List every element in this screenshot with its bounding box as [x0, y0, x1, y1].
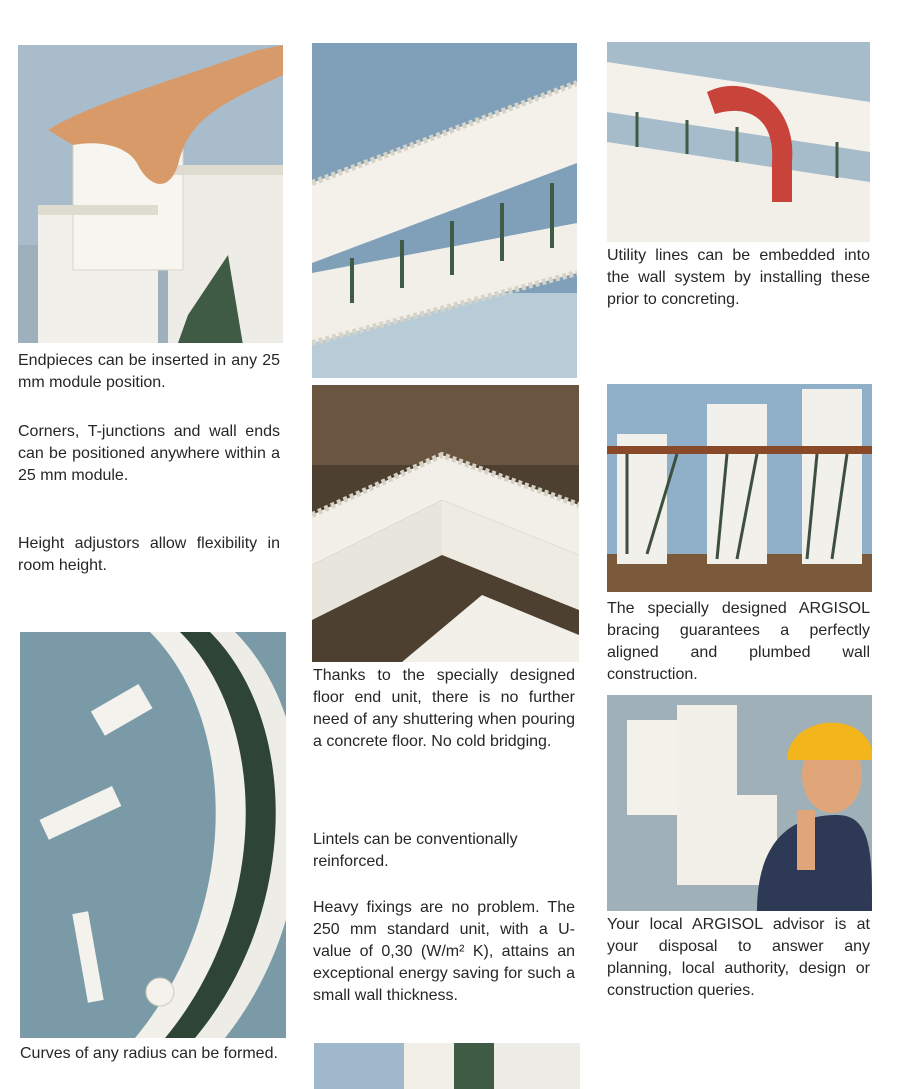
caption-curves: Curves of any radius can be formed.: [20, 1045, 278, 1062]
photo-curved-wall: [20, 632, 286, 1038]
photo-advisor: [607, 695, 872, 911]
photo-utility-pipe: [607, 42, 870, 242]
caption-endpieces: Endpieces can be inserted in any 25 mm module position.: [18, 352, 280, 391]
caption-advisor: Your local ARGISOL advisor is at your disposal to answer any planning, local authority, design or construction queries.: [607, 916, 870, 999]
photo-bottom-partial: [314, 1043, 580, 1089]
photo-endpiece: [18, 45, 283, 343]
photo-wall-run: [312, 43, 577, 378]
caption-bracing: The specially designed ARGISOL bracing guarantees a perfectly aligned and plumbed wall construction.: [607, 600, 870, 683]
photo-floor-corner: [312, 385, 579, 662]
caption-lintels: Lintels can be conventionally reinforced.: [313, 831, 518, 870]
caption-utility: Utility lines can be embedded into the wall system by installing these prior to concreting.: [607, 247, 870, 308]
caption-height: Height adjustors allow flexibility in room height.: [18, 535, 280, 574]
caption-corners: Corners, T-junctions and wall ends can be positioned anywhere within a 25 mm module.: [18, 423, 280, 484]
caption-fixings: Heavy fixings are no problem. The 250 mm standard unit, with a U-value of 0,30 (W/m² K), attains an exceptional energy saving for such a small wall thickness.: [313, 899, 575, 1004]
caption-floor: Thanks to the specially designed floor end unit, there is no further need of any shuttering when pouring a concrete floor. No cold bridging.: [313, 667, 575, 750]
photo-bracing: [607, 384, 872, 592]
